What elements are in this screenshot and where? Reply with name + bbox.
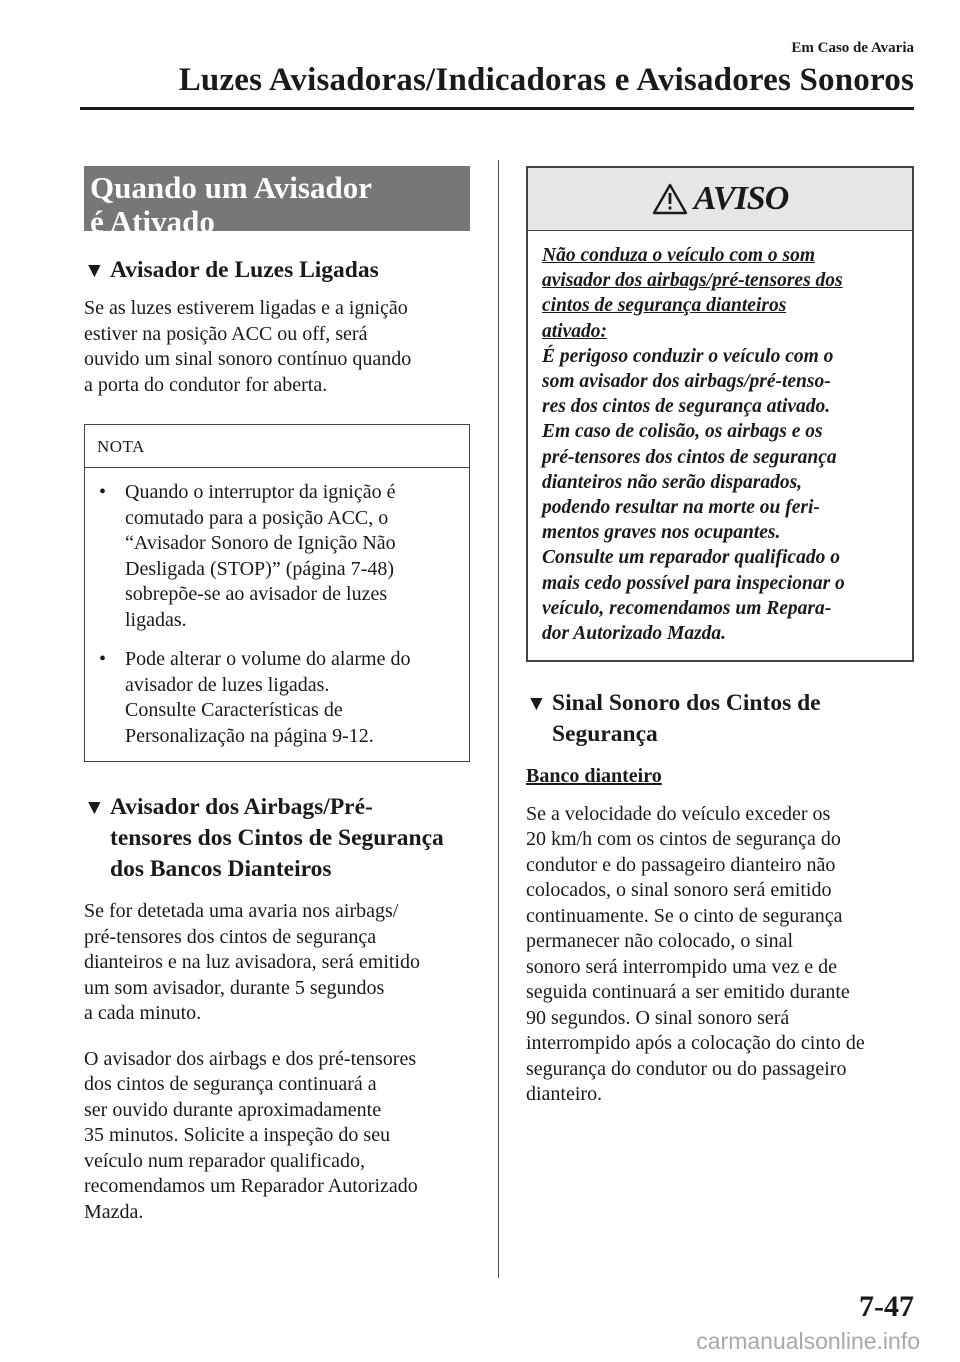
section-banner [84, 166, 470, 239]
section-title-line: é Ativado [90, 204, 215, 239]
text-line: É perigoso conduzir o veículo com o [542, 345, 834, 367]
text-line: interrompido após a colocação do cinto de [526, 1032, 865, 1055]
text-line: um som avisador, durante 5 segundos [84, 976, 385, 999]
warning-title-line: Não conduza o veículo com o som [542, 245, 815, 266]
triangle-down-icon: ▼ [84, 795, 105, 819]
text-line: dianteiros e na luz avisadora, será emitido [84, 951, 420, 973]
airbag-paragraph-2 [84, 1047, 470, 1226]
text-line: continuamente. Se o cinto de segurança [526, 904, 843, 927]
column-divider [498, 160, 499, 1278]
right-column [526, 166, 914, 1108]
text-line: sonoro será interrompido uma vez e de [526, 955, 838, 978]
warning-title-line: cintos de segurança dianteiros [542, 295, 787, 317]
text-line: Se a velocidade do veículo exceder os [526, 802, 831, 825]
heading-text: tensores dos Cintos de Segurança [110, 825, 444, 851]
heading-text: Segurança [552, 721, 658, 748]
nota-body [85, 468, 469, 761]
text-line: dos cintos de segurança continuará a [84, 1073, 377, 1095]
warning-label: AVISO [693, 180, 789, 217]
triangle-down-icon: ▼ [84, 258, 105, 282]
text-line: Mazda. [84, 1200, 144, 1223]
text-line: ouvido um sinal sonoro contínuo quando [84, 348, 412, 370]
text-line: dor Autorizado Mazda. [542, 623, 727, 645]
text-line: Quando o interruptor da ignição é [125, 481, 396, 503]
text-line: Desligada (STOP)” (página 7-48) [125, 557, 395, 580]
page-header-title: Luzes Avisadoras/Indicadoras e Avisadores Sonoros [178, 62, 914, 98]
heading-text: Avisador de Luzes Ligadas [110, 257, 379, 283]
text-line: Consulte um reparador qualificado o [542, 547, 840, 569]
seatbelt-paragraph [526, 802, 914, 1108]
text-line: a cada minuto. [84, 1002, 202, 1024]
nota-box [84, 424, 470, 762]
text-line: 35 minutos. Solicite a inspeção do seu [84, 1124, 391, 1146]
warning-title-line: ativado: [542, 320, 607, 342]
heading-lights-on [84, 255, 470, 286]
subheading-front-seat: Banco dianteiro [526, 765, 662, 788]
bullet-icon: • [99, 481, 107, 503]
header-rule [80, 107, 914, 110]
text-line: som avisador dos airbags/pré-tenso- [542, 371, 831, 393]
triangle-down-icon: ▼ [526, 691, 547, 716]
text-line: colocados, o sinal sonoro será emitido [526, 879, 832, 902]
text-line: O avisador dos airbags e dos pré-tensores [84, 1047, 417, 1070]
lights-on-paragraph [84, 296, 470, 398]
text-line: Em caso de colisão, os airbags e os [542, 421, 823, 443]
nota-label: NOTA [85, 425, 469, 468]
heading-text: Avisador dos Airbags/Pré- [110, 794, 373, 820]
section-title-line: Quando um Avisador [90, 170, 372, 205]
text-line: permanecer não colocado, o sinal [526, 930, 794, 953]
warning-body [528, 231, 912, 660]
text-line: avisador de luzes ligadas. [125, 673, 330, 696]
text-line: veículo, recomendamos um Repara- [542, 597, 832, 619]
text-line: Pode alterar o volume do alarme do [125, 648, 411, 670]
heading-seatbelt [526, 688, 914, 750]
text-line: Se as luzes estiverem ligadas e a ignição [84, 297, 408, 319]
page-number: 7-47 [859, 1290, 914, 1323]
text-line: mentos graves nos ocupantes. [542, 522, 781, 544]
text-line: ser ouvido durante aproximadamente [84, 1098, 382, 1121]
warning-triangle-icon [652, 183, 688, 215]
text-line: seguida continuará a ser emitido durante [526, 981, 850, 1004]
warning-title-line: avisador dos airbags/pré-tensores dos [542, 270, 843, 292]
text-line: mais cedo possível para inspecionar o [542, 572, 845, 594]
text-line: podendo resultar na morte ou feri- [542, 497, 820, 519]
text-line: ligadas. [125, 608, 187, 631]
text-line: veículo num reparador qualificado, [84, 1149, 365, 1172]
heading-text: dos Bancos Dianteiros [110, 856, 332, 882]
warning-box [526, 166, 914, 662]
heading-text: Sinal Sonoro dos Cintos de [552, 690, 821, 717]
chapter-label: Em Caso de Avaria [791, 40, 914, 56]
text-line: dianteiro. [526, 1083, 603, 1106]
left-column [84, 166, 470, 1225]
nota-item [99, 480, 459, 633]
text-line: pré-tensores dos cintos de segurança [542, 446, 837, 468]
airbag-paragraph-1 [84, 899, 470, 1027]
text-line: condutor e do passageiro dianteiro não [526, 853, 836, 876]
text-line: pré-tensores dos cintos de segurança [84, 925, 377, 948]
text-line: a porta do condutor for aberta. [84, 373, 328, 396]
text-line: Se for detetada uma avaria nos airbags/ [84, 900, 399, 922]
warning-header [528, 168, 912, 231]
text-line: estiver na posição ACC ou off, será [84, 322, 368, 345]
text-line: recomendamos um Reparador Autorizado [84, 1175, 418, 1197]
text-line: comutado para a posição ACC, o [125, 506, 389, 529]
text-line: 20 km/h com os cintos de segurança do [526, 828, 841, 851]
text-line: segurança do condutor ou do passageiro [526, 1057, 847, 1080]
nota-item [99, 647, 459, 749]
watermark: carmanualsonline.info [696, 1328, 920, 1354]
text-line: sobrepõe-se ao avisador de luzes [125, 583, 388, 605]
text-line: 90 segundos. O sinal sonoro será [526, 1006, 790, 1029]
text-line: “Avisador Sonoro de Ignição Não [125, 532, 396, 554]
text-line: Consulte Características de [125, 699, 343, 721]
text-line: res dos cintos de segurança ativado. [542, 396, 831, 418]
text-line: dianteiros não serão disparados, [542, 471, 803, 493]
heading-airbag [84, 792, 470, 885]
bullet-icon: • [99, 648, 107, 670]
text-line: Personalização na página 9-12. [125, 724, 374, 747]
